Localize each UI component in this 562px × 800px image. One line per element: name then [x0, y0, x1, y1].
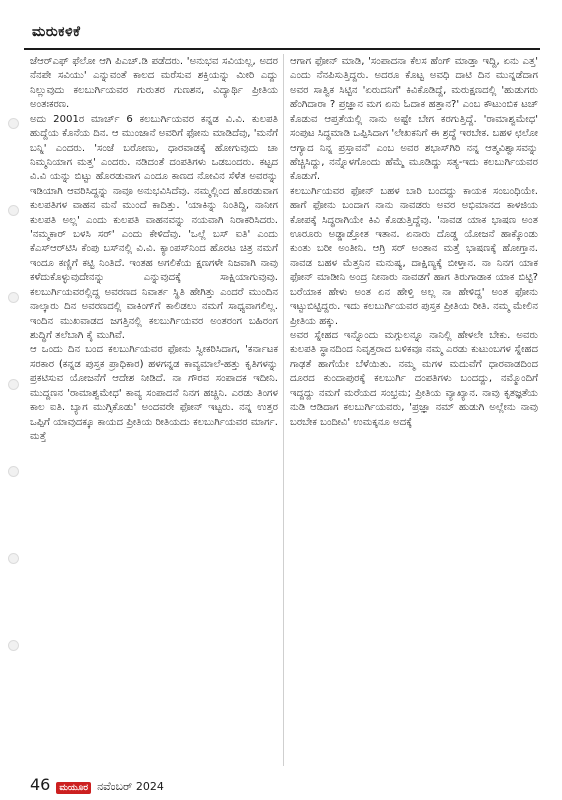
article-column-left: ಜೆಆರ್‌ಎಫ್ ಫೆಲೋ ಆಗಿ ಪಿಎಚ್.ಡಿ ಪಡೆದರು. 'ಅನುಭವ ಸವಿಯಲ್ಲ, ಅದರ ನೆನಪೇ ಸವಿಯು' ಎನ್ನುವಂತೆ ಕಾಲದ ಮರೆಸುವ ಶಕ್ತಿಯನ್ನು ಮೀರಿ ಎದ್ದು ನಿಲ್ಲುವುದು ಕಲಬುರ್ಗಿಯವರ ಗುರುತರ ಗುಣಶನ, ವಿದ್ಯಾರ್ಥಿ ಪ್ರೀತಿಯ ಅಂತಃಕರಣ. ಅದು 2001ರ ಮಾರ್ಚ್ 6 ಕಲಬುರ್ಗಿಯವರ ಕನ್ನಡ ವಿ.ವಿ. ಕುಲಪತಿ ಹುದ್ದೆಯ ಕೊನೆಯ ದಿನ. ಆ ಮುಂಜಾನೆ ಅವರಿಗೆ ಫೋನು ಮಾಡಿದೆವು, 'ಮನೆಗೆ ಬನ್ನಿ' ಎಂದರು. 'ಸಂಜೆ ಬರೋಣು, ಧಾರವಾಡಕ್ಕೆ ಹೋಗುವುದು ಚಾ ನಿಮ್ಮನಿಯಾಗ ಮತ್ತ' ಎಂದರು. ನಡಿದಂತೆ ದಂಪತಿಗಳು ಒಡಬಂದರು. ಕಟ್ಟದ ವಿ.ವಿ ಯನ್ನು ಬಿಟ್ಟು ಹೊರಡುವಾಗ ಎಂದೂ ಕಾಣದ ನೋವಿನ ಸೆಳೆತ ಅವರನ್ನು ಇಡಿಯಾಗಿ ಆವರಿಸಿದ್ದನ್ನು ನಾವೂ ಅನುಭವಿಸಿದೆವು. ನಮ್ಮಲ್ಲಿಂದ ಹೊರಡುವಾಗ ಕುಲಪತಿಗಳ ವಾಹನ ಮನೆ ಮುಂದೆ ಕಾದಿತ್ತು. 'ಯಾಕಿನ್ನು ನಿಂತಿದ್ದಿ, ನಾನೀಗ ಕುಲಪತಿ ಅಲ್ಲ' ಎಂದು ಕುಲಪತಿ ವಾಹನವನ್ನು ನಯವಾಗಿ ನಿರಾಕರಿಸಿದರು. 'ನಮ್ಮಕಾರ್ ಬಳಸಿ ಸರ್' ಎಂದು ಕೇಳಿದೆವು. 'ಒಲ್ಲೆ ಬಸ್ ಐತಿ' ಎಂದು ಕೆಎಸ್‌ಆರ್‌ಟಿಸಿ ಕೆಂಪು ಬಸ್‌ನಲ್ಲಿ ವಿ.ವಿ. ಕ್ಯಾಂಪಸ್‌ನಿಂದ ಹೊರಟ ಚಿತ್ರ ನಮಗೆ ಇಂದೂ ಕಣ್ಣಿಗೆ ಕಟ್ಟಿ ನಿಂತಿದೆ. ಇಂತಹ ಅಗಲಿಕೆಯ ಕ್ಷಣಗಳೇ ನಿಜವಾಗಿ ನಾವು ಕಳೆದುಕೊಳ್ಳುವುದೇನನ್ನು ಎನ್ನುವುದಕ್ಕೆ ಸಾಕ್ಷಿಯಾಗುವುವು. ಕಲಬುರ್ಗಿಯವರಲ್ಲಿದ್ದ ಅವರಣದ ನಿವಾರ್ತ ಸ್ಥಿತಿ ಹೇಗಿತ್ತು ಎಂದರೆ ಮುಂದಿನ ನಾಲ್ಕಾರು ದಿನ ಅವರಣದಲ್ಲಿ ವಾಕಿಂಗ್‌ಗೆ ಕಾಲಿಡಲು ನಮಗೆ ಸಾಧ್ಯವಾಗಲಿಲ್ಲ. ಇಂದಿನ ಮುಖವಾಡದ ಜಗತ್ತಿನಲ್ಲಿ ಕಲಬುರ್ಗಿಯವರ ಅಂತರಂಗ ಬಹಿರಂಗ ಶುದ್ಧಿಗೆ ತಲೆಬಾಗಿ ಕೈ ಮುಗಿವೆ. ಆ ಒಂದು ದಿನ ಬಂದ ಕಲಬುರ್ಗಿಯವರ ಫೋನು ಸ್ವೀಕರಿಸಿದಾಗ, 'ಕರ್ನಾಟಕ ಸರಕಾರ (ಕನ್ನಡ ಪುಸ್ತಕ ಪ್ರಾಧಿಕಾರ) ಹಳಗನ್ನಡ ಕಾವ್ಯಮಾಲೆ-ಹತ್ತು ಕೃತಿಗಳನ್ನು ಪ್ರಕಟಿಸುವ ಯೋಜನೆಗೆ ಆದೇಶ ನೀಡಿದೆ. ನಾ ಗೌರವ ಸಂಪಾದಕ ಇದೀನಿ. ಮುದ್ದಣನ 'ರಾಮಾಶ್ವಮೇಧ' ಕಾವ್ಯ ಸಂಪಾದನೆ ನಿನಗ ಹಚ್ಚಿನಿ. ಎರಡು ತಿಂಗಳ ಕಾಲ ಐತಿ. ಬ್ಯಾಗ ಮುಗ್ಸಿಕೊಡು' ಅಂದವರೇ ಫೋನ್ ಇಟ್ಟರು. ನನ್ನ ಉತ್ತರ ಒಪ್ಪಿಗೆ ಯಾವುದಕ್ಕೂ ಕಾಯದ ಪ್ರೀತಿಯ ರೀತಿಯದು ಕಲಬುರ್ಗಿಯವರ ಮಾರ್ಗ. ಮತ್ತೆ: [30, 56, 278, 442]
page-number: 46: [30, 775, 51, 794]
binder-hole: [8, 640, 19, 651]
binder-hole: [8, 118, 19, 129]
section-title: ಮರುಕಳಿಕೆ: [32, 24, 81, 40]
binder-hole: [8, 553, 19, 564]
article-column-right: ಆಗಾಗ ಫೋನ್ ಮಾಡಿ, 'ಸಂಪಾದನಾ ಕೆಲಸ ಹೆಂಗ್ ಮಾಡ್ತಾ ಇದ್ದಿ, ಏನು ಎತ್ತ' ಎಂದು ನೆನಪಿಸುತ್ತಿದ್ದರು. ಅದರೂ ಕೊಟ್ಟ ಅವಧಿ ದಾಟಿ ದಿನ ಮುನ್ನಡೆದಾಗ ಅವರ ಸಾತ್ವಿಕ ಸಿಟ್ಟಿನ 'ಏರುದನಿಗೆ' ಕಿವಿಕೊಡಿದ್ದೆ, ಮರುಕ್ಷಣದಲ್ಲಿ 'ಹುಡುಗರು ಹೆಂಗಿದಾರಾ ? ಪ್ರಜ್ಞಾನ ಮಗ ಏನು ಓದಾಕ ಹತ್ತಾನ?' ಎಂಬ ಕೌಟುಂಬಿಕ ಟಚ್ ಕೊಡುವ ಆಪ್ತತೆಯಲ್ಲಿ ನಾನು ಅಷ್ಟೇ ಬೇಗ ಕರಗುತ್ತಿದ್ದೆ. 'ರಾಮಾಶ್ವಮೇಧ' ಸಂಪುಟ ಸಿದ್ಧಮಾಡಿ ಒಪ್ಪಿಸಿದಾಗ 'ಲೇಖಕನಿಗೆ ಈ ಶ್ರದ್ಧೆ ಇರಬೇಕ. ಬಹಳ ಛಲೋ ಆಗ್ಯಾದ ನಿನ್ನ ಪ್ರಸ್ತಾವನೆ' ಎಂಬ ಅವರ ಶಭಾಸ್‌ಗಿರಿ ನನ್ನ ಆತ್ಮವಿಶ್ವಾಸವನ್ನು ಹೆಚ್ಚಿಸಿದ್ದು, ನನ್ನೊಳಗೊಂದು ಹೆಮ್ಮೆ ಮೂಡಿದ್ದು ಸತ್ಯ-ಇದು ಕಲಬುರ್ಗಿಯವರ ಕೊಡುಗೆ. ಕಲಬುರ್ಗಿಯವರ ಫೋನ್ ಬಹಳ ಬಾರಿ ಬಂದದ್ದು ಕಾಯಕ ಸಂಬಂಧಿಯೇ. ಹಾಗೆ ಫೋನು ಬಂದಾಗ ನಾನು ನಾವಡರು ಅವರ ಅಭಿಮಾನದ ಕಾಳಜಿಯ ಕೋಪಕ್ಕೆ ಸಿದ್ಧರಾಗಿಯೇ ಕಿವಿ ಕೊಡುತ್ತಿದ್ದೆವು. 'ನಾವಡ ಯಾಕ ಭಾಷಣ ಅಂತ ಊರೂರು ಅಡ್ಡಾಡ್ತೋತ ಇತಾನ. ಏನಾರು ದೊಡ್ಡ ಯೋಜನೆ ಹಾಕ್ಕೊಂಡು ಕುಂತು ಬರೀ ಅಂತೀನಿ. ಆಗ್ರಿ ಸರ್ ಅಂತಾನ ಮತ್ತೆ ಭಾಷಣಕ್ಕೆ ಹೋಗ್ತಾನ. ನಾವಡ ಬಹಳ ಮೆತ್ತನಿನ ಮನುಷ್ಯ, ದಾಕ್ಷಿಣ್ಯಕ್ಕೆ ಬೀಳ್ತಾನ. ನಾ ನಿನಗ ಯಾಕ ಫೋನ್ ಮಾಡೀನಿ ಅಂದ್ರ ನೀನಾರು ನಾವಡಗೆ ಹಾಗ ತಿರುಗಾಡಾಕ ಯಾಕ ಬಿಟ್ಟಿ? ಬರೆಯಾಕ ಹೇಳು ಅಂತ ಏನ ಹೇಳ್ತಿ ಅಲ್ಲ ನಾ ಹೇಳಿದ್ದ' ಅಂತ ಫೋನು ಇಟ್ಟುಬಿಟ್ಟಿದ್ದರು. ಇದು ಕಲಬುರ್ಗಿಯವರ ಪುಸ್ತಕ ಪ್ರೀತಿಯ ರೀತಿ. ನಮ್ಮ ಮೇಲಿನ ಪ್ರೀತಿಯ ಹಕ್ಕು. ಅವರ ಸ್ನೇಹದ ಇನ್ನೊಂದು ಮಗ್ಗುಲನ್ನೂ ನಾನಿಲ್ಲಿ ಹೇಳಲೇ ಬೇಕು. ಅವರು ಕುಲಪತಿ ಸ್ಥಾನದಿಂದ ನಿವೃತ್ತರಾದ ಬಳಿಕವೂ ನಮ್ಮ ಎರಡು ಕುಟುಂಬಗಳ ಸ್ನೇಹದ ಗಾಢತೆ ಹಾಗೆಯೇ ಬೆಳೆಯಿತು. ನಮ್ಮ ಮಗಳ ಮದುವೆಗೆ ಧಾರವಾಡದಿಂದ ದೂರದ ಕುಂದಾಪುರಕ್ಕೆ ಕಲಬುರ್ಗಿ ದಂಪತಿಗಳು ಬಂದದ್ದು, ನಮ್ಮೊಂದಿಗೆ ಇದ್ದದ್ದು ನಮಗೆ ಮರೆಯದ ಸಂಭ್ರಮ; ಪ್ರೀತಿಯ ವ್ಯಾಖ್ಯಾನ. ನಾವು ಕೃತಜ್ಞತೆಯ ನುಡಿ ಆಡಿದಾಗ ಕಲಬುರ್ಗಿಯವರು, 'ಪ್ರಜ್ಞಾ ನಮ್ ಹುಡುಗಿ ಅಲ್ಲೇನು ನಾವು ಬರಬೇಕ ಬಂದೀವಿ' ಉಮಕ್ಕನೂ ಅದಕ್ಕೆ: [290, 56, 538, 428]
column-divider: [283, 54, 284, 766]
binder-hole: [8, 466, 19, 477]
page-footer: [30, 775, 164, 795]
issue-date: ನವೆಂಬರ್ 2024: [97, 780, 164, 793]
binder-hole: [8, 379, 19, 390]
binder-hole: [8, 205, 19, 216]
page-header: [24, 24, 540, 48]
binder-hole: [8, 292, 19, 303]
magazine-logo: ಮಯೂರ: [56, 782, 91, 794]
header-rule: [24, 48, 540, 50]
